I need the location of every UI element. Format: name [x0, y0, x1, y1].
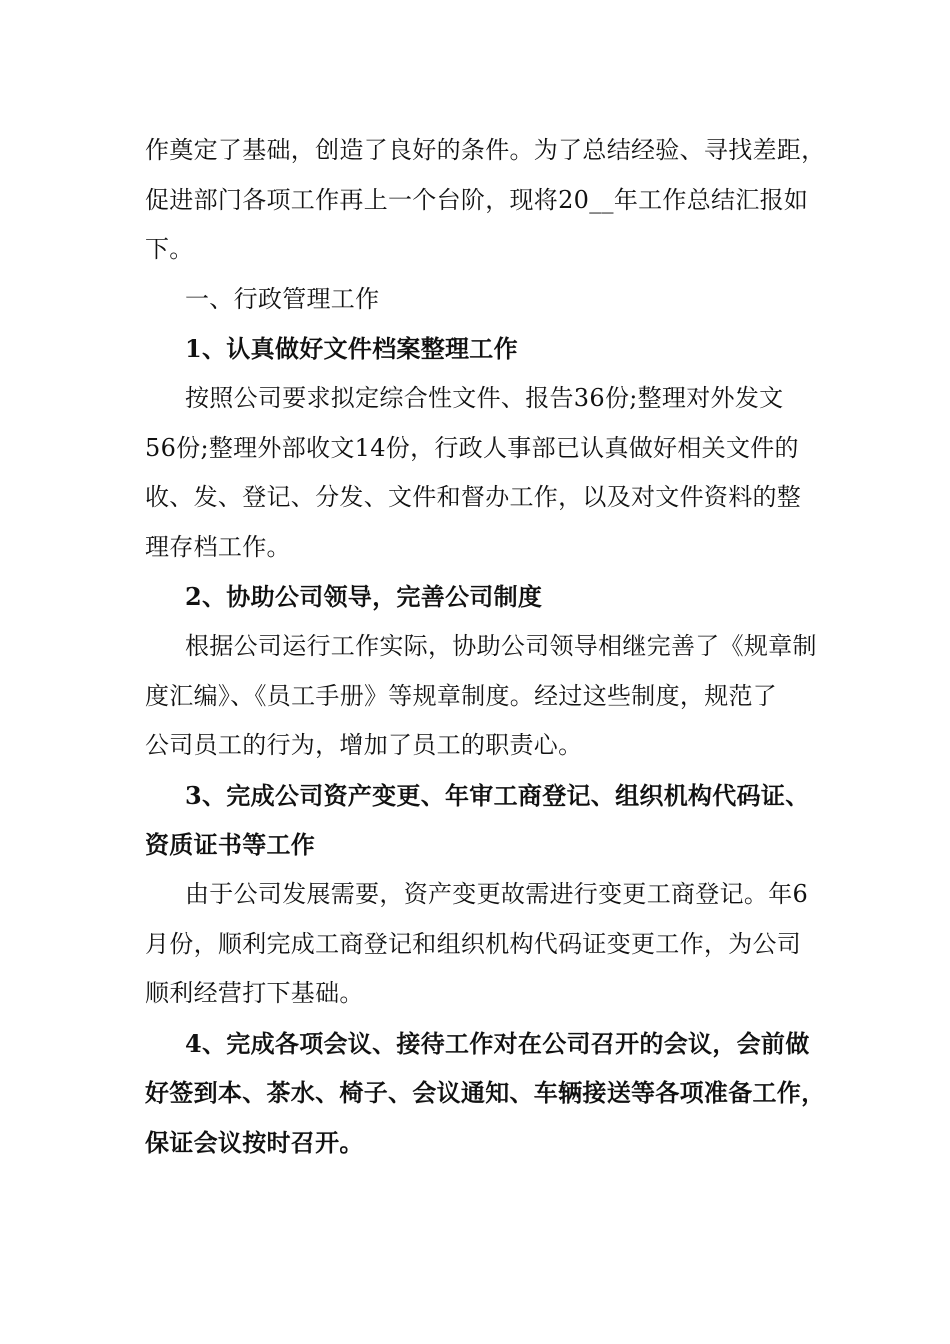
subheading-4-line-2: 好签到本、茶水、椅子、会议通知、车辆接送等各项准备工作， — [145, 1078, 826, 1108]
paragraph-2-line-2: 度汇编》、《员工手册》等规章制度。经过这些制度，规范了 — [145, 681, 778, 710]
subheading-2: 2、协助公司领导，完善公司制度 — [185, 582, 543, 612]
paragraph-2-line-1: 根据公司运行工作实际，协助公司领导相继完善了《规章制 — [185, 631, 817, 660]
paragraph-1-line-1: 按照公司要求拟定综合性文件、报告36份;整理对外发文 — [185, 383, 784, 412]
subheading-3-line-1: 3、完成公司资产变更、年审工商登记、组织机构代码证、 — [185, 780, 810, 810]
document-body — [145, 126, 826, 1167]
paragraph-2-line-3: 公司员工的行为，增加了员工的职责心。 — [145, 731, 583, 760]
paragraph-1-line-4: 理存档工作。 — [145, 532, 291, 561]
subheading-4-line-1: 4、完成各项会议、接待工作对在公司召开的会议，会前做 — [185, 1028, 810, 1058]
paragraph-3-line-1: 由于公司发展需要，资产变更故需进行变更工商登记。年6 — [185, 879, 809, 908]
paragraph-intro-line-1: 作奠定了基础，创造了良好的条件。为了总结经验、寻找差距， — [145, 136, 826, 164]
subheading-3-line-2: 资质证书等工作 — [145, 830, 316, 860]
paragraph-intro-line-3: 下。 — [145, 235, 194, 264]
paragraph-3-line-3: 顺利经营打下基础。 — [145, 979, 364, 1008]
section-heading: 一、行政管理工作 — [185, 284, 380, 313]
paragraph-intro-line-2: 促进部门各项工作再上一个台阶，现将20__年工作总结汇报如 — [145, 185, 809, 214]
subheading-4-line-3: 保证会议按时召开。 — [145, 1127, 364, 1157]
paragraph-1-line-2: 56份;整理外部收文14份，行政人事部已认真做好相关文件的 — [145, 433, 799, 462]
paragraph-3-line-2: 月份，顺利完成工商登记和组织机构代码证变更工作，为公司 — [145, 929, 802, 958]
paragraph-1-line-3: 收、发、登记、分发、文件和督办工作，以及对文件资料的整 — [145, 483, 802, 512]
subheading-1: 1、认真做好文件档案整理工作 — [185, 334, 518, 364]
